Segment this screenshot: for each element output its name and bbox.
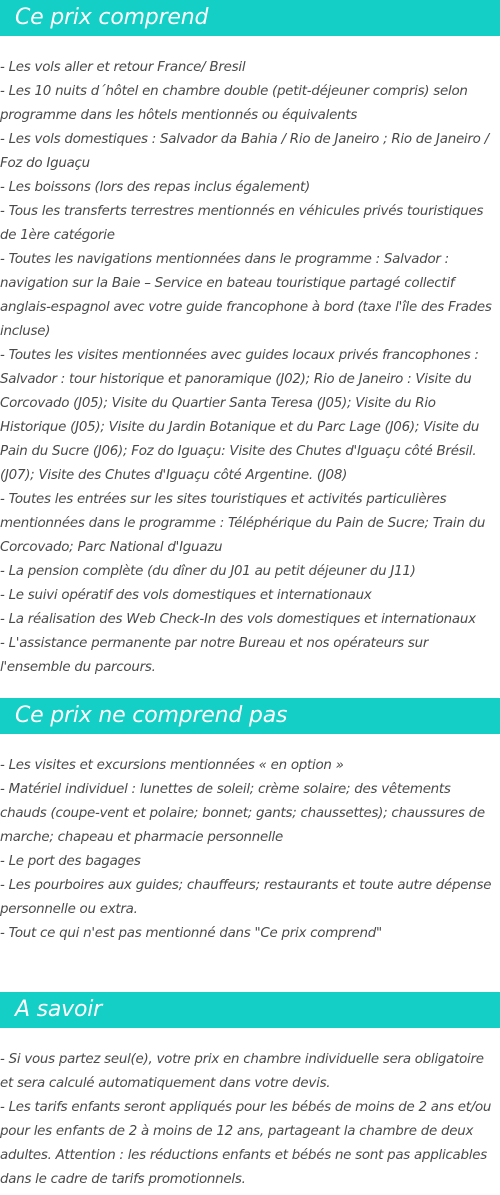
list-item: - Toutes les visites mentionnées avec guides locaux privés francophones : Salvador : tour historique et panoramique (J02); Rio de Janeiro : Visite du Corcovado (J05); Visite du Quartier Santa Teresa (J05); Visite du Rio Historique (J05); Visite du Jardin Botanique et du Parc Lage (J06); Visite du Pain du Sucre (J06); Foz do Iguaçu: Visite des Chutes d'Iguaçu côté Brésil. (J07); Visite des Chutes d'Iguaçu côté Argentine. (J08) [0,348,480,483]
list-item: - Les vols domestiques : Salvador da Bahia / Rio de Janeiro ; Rio de Janeiro / Foz do Iguaçu [0,132,489,171]
list-item: - La pension complète (du dîner du J01 au petit déjeuner du J11) [0,564,416,579]
section-list [0,36,500,698]
section-title: A savoir [0,992,500,1028]
list-item: - Tous les transferts terrestres mentionnés en véhicules privés touristiques de 1ère catégorie [0,204,484,243]
list-item: - Si vous partez seul(e), votre prix en chambre individuelle sera obligatoire et sera calculé automatiquement dans votre devis. [0,1052,484,1091]
list-item: - Toutes les navigations mentionnées dans le programme : Salvador : navigation sur la Baie – Service en bateau touristique partagé collectif anglais-espagnol avec votre guide francophone à bord (taxe l'île des Frades incluse) [0,252,492,339]
list-item: - Les boissons (lors des repas inclus également) [0,180,310,195]
list-item: - Les tarifs enfants seront appliqués pour les bébés de moins de 2 ans et/ou pour les enfants de 2 à moins de 12 ans, partageant la chambre de deux adultes. Attention : les réductions enfants et bébés ne sont pas applicables dans le cadre de tarifs promotionnels. [0,1100,492,1187]
section-a-savoir [0,992,500,1192]
list-item: - Les visites et excursions mentionnées « en option » [0,758,344,773]
list-item: - Le port des bagages [0,854,141,869]
list-item: - Toutes les entrées sur les sites touristiques et activités particulières mentionnées dans le programme : Téléphérique du Pain de Sucre; Train du Corcovado; Parc National d'Iguazu [0,492,486,555]
section-list [0,734,500,992]
section-list [0,1028,500,1192]
section-ce-prix-ne-comprend-pas [0,698,500,992]
list-item: - La réalisation des Web Check-In des vols domestiques et internationaux [0,612,476,627]
section-title: Ce prix ne comprend pas [0,698,500,734]
list-item: - Le suivi opératif des vols domestiques et internationaux [0,588,372,603]
section-title: Ce prix comprend [0,0,500,36]
list-item: - Les pourboires aux guides; chauffeurs; restaurants et toute autre dépense personnelle ou extra. [0,878,492,917]
list-item: - Les vols aller et retour France/ Bresil [0,60,246,75]
list-item: - Tout ce qui n'est pas mentionné dans "Ce prix comprend" [0,926,382,941]
list-item: - Les 10 nuits d´hôtel en chambre double (petit-déjeuner compris) selon programme dans les hôtels mentionnés ou équivalents [0,84,468,123]
list-item: - L'assistance permanente par notre Bureau et nos opérateurs sur l'ensemble du parcours. [0,636,429,675]
list-item: - Matériel individuel : lunettes de soleil; crème solaire; des vêtements chauds (coupe-vent et polaire; bonnet; gants; chaussettes); chaussures de marche; chapeau et pharmacie personnelle [0,782,485,845]
